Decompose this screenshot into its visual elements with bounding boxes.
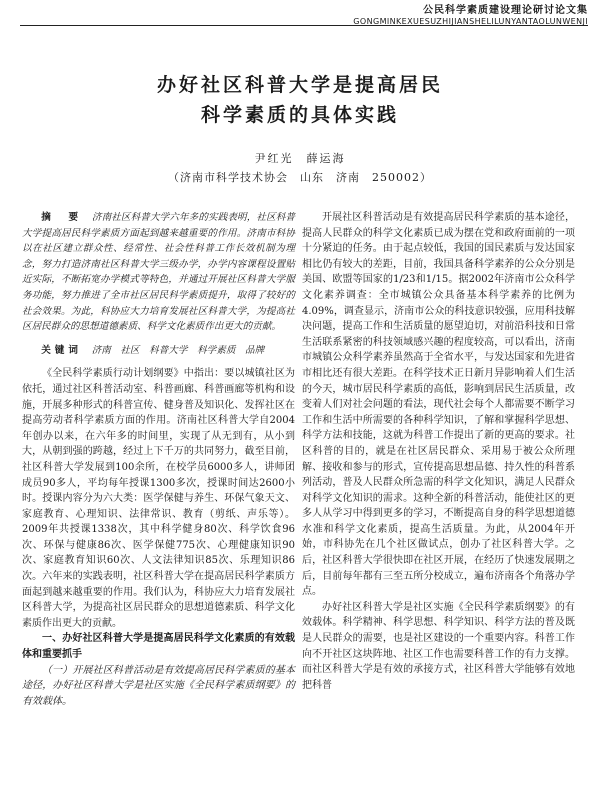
- body-paragraph: 办好社区科普大学是社区实施《全民科学素质纲要》的有效载体。科学精神、科学思想、科学知识、科学方法的普及既是人民群众的需要，也是社区建设的一个重要内容。科普工作向不开社区这块阵地、社区工作也需要科普工作的有力支撑。而社区科普大学是有效的承接方式，社区科普大学能够有效地把科普: [302, 601, 575, 691]
- right-column: [302, 210, 575, 693]
- abstract-text: 济南社区科普大学六年多的实践表明，社区科普大学提高居民科学素质方面起到越来越重要的作用。济南市科协以在社区建立群众性、经常性、社会性科普工作长效机制为理念，努力打造济南社区科普大学三级办学，办学内容课程设置贴近实际，不断拓宽办学模式等特色，并通过开展社区科普大学服务功能，努力推进了全市社区居民科学素质提升，取得了较好的社会效果。为此，科协应大力培育发展社区科普大学，为提高社区居民群众的思想道德素质、科学文化素质作出更大的贡献。: [22, 212, 296, 333]
- keywords: [22, 343, 295, 359]
- header-rule: [20, 25, 588, 26]
- keywords-text: 济南 社区 科普大学 科学素质 品牌: [91, 344, 265, 356]
- left-column: [22, 210, 295, 709]
- section-heading: 一、办好社区科普大学是提高居民科学文化素质的有效载体和重要抓手: [22, 633, 295, 661]
- running-head-pinyin: GONGMINKEXUESUZHIJIANSHELILUNYANTAOLUNWENJI: [353, 17, 588, 26]
- authors: 尹红光 薛运海: [254, 152, 346, 165]
- body-paragraph: 《全民科学素质行动计划纲要》中指出：要以城镇社区为依托，通过社区科普活动室、科普画廊、科普画廊等机构和设施，开展多种形式的科普宣传、健身普及知识化、发挥社区在提高劳动者科学素质方面的作用。济南社区科普大学自2004年创办以来，在六年多的时间里，实现了从无到有，从小到大，从朝到强的跨越，经过上下千万的共同努力，截至目前，社区科普大学发展到100余所，在校学员6000多人，讲师团成员90多人，平均每年授课1300多次，授课时间达2600小时。授课内容分为六大类：医学保健与养生、环保气象天文、家庭教育、心理知识、法律常识、教育（剪纸、声乐等）。2009年共授课1338次，其中科学健身80次、科学饮食96次、环保与健康86次、医学保健775次、心理健康知识90次、家庭教育知识60次、人文法律知识85次、乐理知识86次。六年来的实践表明，社区科普大学在提高居民科学素质方面起到越来越重要的作用。我们认为，科协应大力培育发展社区科普大学，为提高社区居民群众的思想道德素质、科学文化素质作出更大的贡献。: [22, 368, 295, 629]
- article-title: [0, 70, 600, 130]
- affiliation: （济南市科学技术协会 山东 济南 250002）: [168, 171, 432, 184]
- title-line-1: 办好社区科普大学是提高居民: [156, 74, 443, 96]
- body-paragraph: 开展社区科普活动是有效提高居民科学素质的基本途径，提高人民群众的科学文化素质已成为摆在党和政府面前的一项十分紧迫的任务。由于起点较低，我国的国民素质与发达国家相比仍有较大的差距，目前，我国具备科学素养的公众分别是美国、欧盟等国家的1/23和1/15。据2002年济南市公众科学文化素养调查：全市城镇公众具备基本科学素养的比例为4.09%，调查显示，济南市公众的科技意识较强，应用科技解决问题，提高工作和生活质量的愿望迫切，对前沿科技和日常生活联系紧密的科技领域感兴趣的程度较高，可以看出，济南市城镇公众科学素养虽然高于全省水平，与发达国家和先进省市相比还有很大差距。在科学技术正日新月异影响着人们生活的今天，城市居民科学素质的高低，影响到居民生活质量，改变着人们对社会问题的看法，现代社会每个人都需要不断学习工作和生活中所需要的各种科学知识，了解和掌握科学思想、科学方法和技能，这就为科普工作提出了新的更高的要求。社区科普的目的，就是在社区居民群众、采用易于被公众所理解、接收和参与的形式，宣传提高思想品德、持久性的科普系列活动，普及人民群众所急需的科学文化知识，满足人民群众对科学文化知识的需求。这种全新的科普活动，能使社区的更多人从学习中得到更多的学习，不断提高自身的科学思想道德水准和科学文化素质，提高生活质量。为此，从2004年开始，市科协先在几个社区做试点，创办了社区科普大学。之后，社区科普大学很快即在社区开展，在经历了快速发展期之后，目前每年都有三至五所分校成立，遍布济南各个角落办学点。: [302, 212, 575, 598]
- subsection-heading: （一）开展社区科普活动是有效提高居民科学素质的基本途径，办好社区科普大学是社区实施《全民科学素质纲要》的有效载体。: [22, 664, 295, 707]
- running-head: [258, 5, 588, 27]
- title-line-2: 科学素质的具体实践: [200, 104, 399, 126]
- running-head-title: 公民科学素质建设理论研讨论文集: [423, 5, 588, 16]
- abstract-label: 摘 要: [41, 212, 83, 223]
- abstract: [22, 210, 295, 335]
- keywords-label: 关键词: [41, 344, 82, 356]
